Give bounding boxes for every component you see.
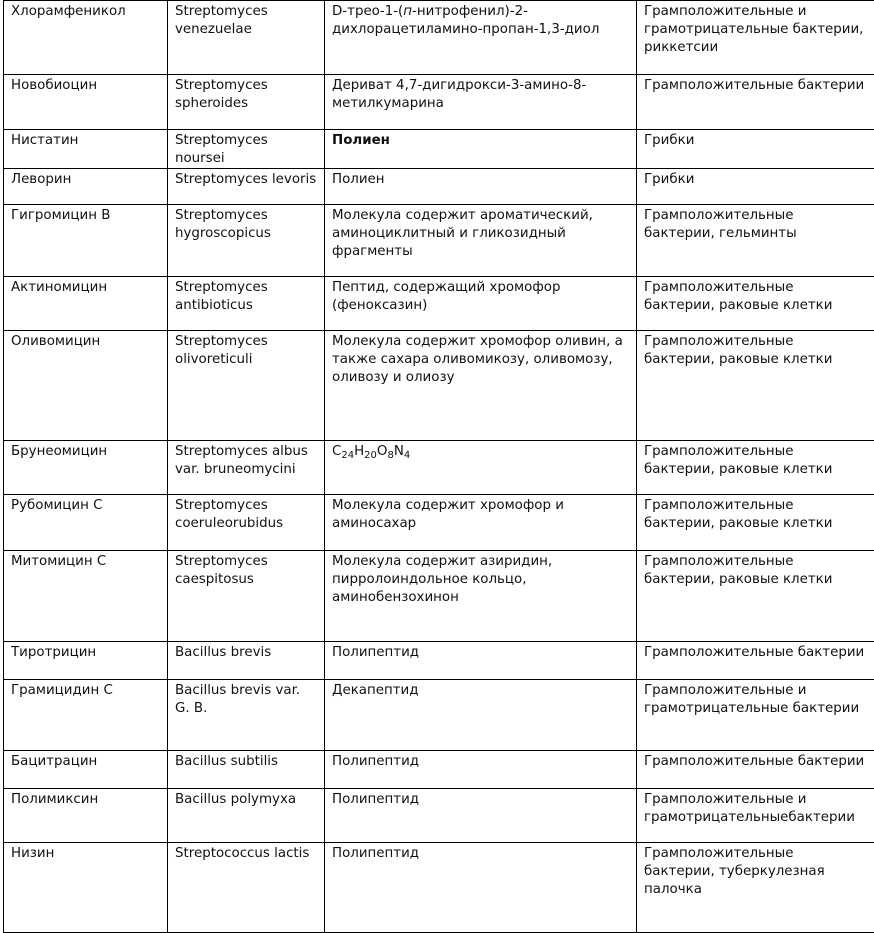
- activity-spectrum: Грибки: [637, 169, 874, 205]
- activity-spectrum: Грамположительные бактерии, гельминты: [637, 205, 874, 277]
- antibiotic-name: Хлорамфеникол: [4, 1, 168, 75]
- antibiotic-name: Полимиксин: [4, 789, 168, 843]
- chemical-structure: Декапептид: [325, 680, 637, 751]
- producer-organism: Streptomyces olivoreticuli: [168, 331, 325, 441]
- antibiotic-name: Бацитрацин: [4, 751, 168, 789]
- antibiotic-name: Грамицидин С: [4, 680, 168, 751]
- chemical-structure: Полиен: [325, 130, 637, 169]
- activity-spectrum: Грибки: [637, 130, 874, 169]
- chemical-structure: Полиен: [325, 169, 637, 205]
- producer-organism: Streptomyces coeruleorubidus: [168, 495, 325, 551]
- table-row: [4, 843, 874, 933]
- activity-spectrum: Грамположительные бактерии, раковые клетки: [637, 331, 874, 441]
- chemical-structure: Молекула содержит ароматический, аминоциклитный и гликозидный фрагменты: [325, 205, 637, 277]
- producer-organism: Streptomyces hygroscopicus: [168, 205, 325, 277]
- chemical-formula: $C_{24}H_{20}O_8N_4$: [325, 441, 637, 495]
- producer-organism: Streptococcus lactis: [168, 843, 325, 933]
- producer-organism: Streptomyces caespitosus: [168, 551, 325, 642]
- producer-organism: Streptomyces venezuelae: [168, 1, 325, 75]
- chemical-structure: Молекула содержит хромофор оливин, а также сахара оливомикозу, оливомозу, оливозу и олиозу: [325, 331, 637, 441]
- producer-organism: Bacillus subtilis: [168, 751, 325, 789]
- activity-spectrum: Грамположительные бактерии, туберкулезная палочка: [637, 843, 874, 933]
- activity-spectrum: Грамположительные бактерии, раковые клетки: [637, 495, 874, 551]
- antibiotic-name: Низин: [4, 843, 168, 933]
- chemical-structure: Полипептид: [325, 751, 637, 789]
- chemical-structure: Полипептид: [325, 843, 637, 933]
- table-row: [4, 75, 874, 130]
- activity-spectrum: Грамположительные бактерии: [637, 75, 874, 130]
- activity-spectrum: Грамположительные бактерии, раковые клетки: [637, 441, 874, 495]
- antibiotics-table: [3, 0, 874, 933]
- table-row: [4, 441, 874, 495]
- antibiotic-name: Тиротрицин: [4, 642, 168, 680]
- table-row: [4, 205, 874, 277]
- table-row: [4, 130, 874, 169]
- antibiotic-name: Рубомицин С: [4, 495, 168, 551]
- chemical-structure: Полипептид: [325, 642, 637, 680]
- chemical-structure: Молекула содержит азиридин, пирролоиндольное кольцо, аминобензохинон: [325, 551, 637, 642]
- chemical-structure: Полипептид: [325, 789, 637, 843]
- antibiotic-name: Гигромицин В: [4, 205, 168, 277]
- activity-spectrum: Грамположительные бактерии, раковые клетки: [637, 277, 874, 331]
- producer-organism: Streptomyces levoris: [168, 169, 325, 205]
- producer-organism: Streptomyces noursei: [168, 130, 325, 169]
- table-row: [4, 277, 874, 331]
- table-row: [4, 551, 874, 642]
- producer-organism: Streptomyces spheroides: [168, 75, 325, 130]
- chemical-structure: Пептид, содержащий хромофор (феноксазин): [325, 277, 637, 331]
- producer-organism: Bacillus polymyxa: [168, 789, 325, 843]
- antibiotic-name: Актиномицин: [4, 277, 168, 331]
- activity-spectrum: Грамположительные бактерии: [637, 751, 874, 789]
- antibiotic-name: Митомицин С: [4, 551, 168, 642]
- antibiotic-name: Новобиоцин: [4, 75, 168, 130]
- antibiotic-name: Нистатин: [4, 130, 168, 169]
- table-row: [4, 1, 874, 75]
- producer-organism: Streptomyces albus var. bruneomycini: [168, 441, 325, 495]
- producer-organism: Bacillus brevis var. G. B.: [168, 680, 325, 751]
- activity-spectrum: Грамположительные бактерии, раковые клетки: [637, 551, 874, 642]
- producer-organism: Bacillus brevis: [168, 642, 325, 680]
- table-row: [4, 331, 874, 441]
- table-row: [4, 789, 874, 843]
- activity-spectrum: Грамположительные бактерии: [637, 642, 874, 680]
- table-row: [4, 680, 874, 751]
- activity-spectrum: Грамположительные и грамотрицательныебактерии: [637, 789, 874, 843]
- antibiotic-name: Оливомицин: [4, 331, 168, 441]
- table-row: [4, 642, 874, 680]
- antibiotic-name: Леворин: [4, 169, 168, 205]
- table-row: [4, 751, 874, 789]
- chemical-structure: Дериват 4,7-дигидрокси-3-амино-8-метилкумарина: [325, 75, 637, 130]
- activity-spectrum: Грамположительные и грамотрицательные бактерии: [637, 680, 874, 751]
- activity-spectrum: Грамположительные и грамотрицательные бактерии, риккетсии: [637, 1, 874, 75]
- chemical-structure: D-трео-1-(п-нитрофенил)-2-дихлорацетиламино-пропан-1,3-диол: [325, 1, 637, 75]
- producer-organism: Streptomyces antibioticus: [168, 277, 325, 331]
- table-row: [4, 169, 874, 205]
- chemical-structure: Молекула содержит хромофор и аминосахар: [325, 495, 637, 551]
- table-row: [4, 495, 874, 551]
- antibiotic-name: Брунеомицин: [4, 441, 168, 495]
